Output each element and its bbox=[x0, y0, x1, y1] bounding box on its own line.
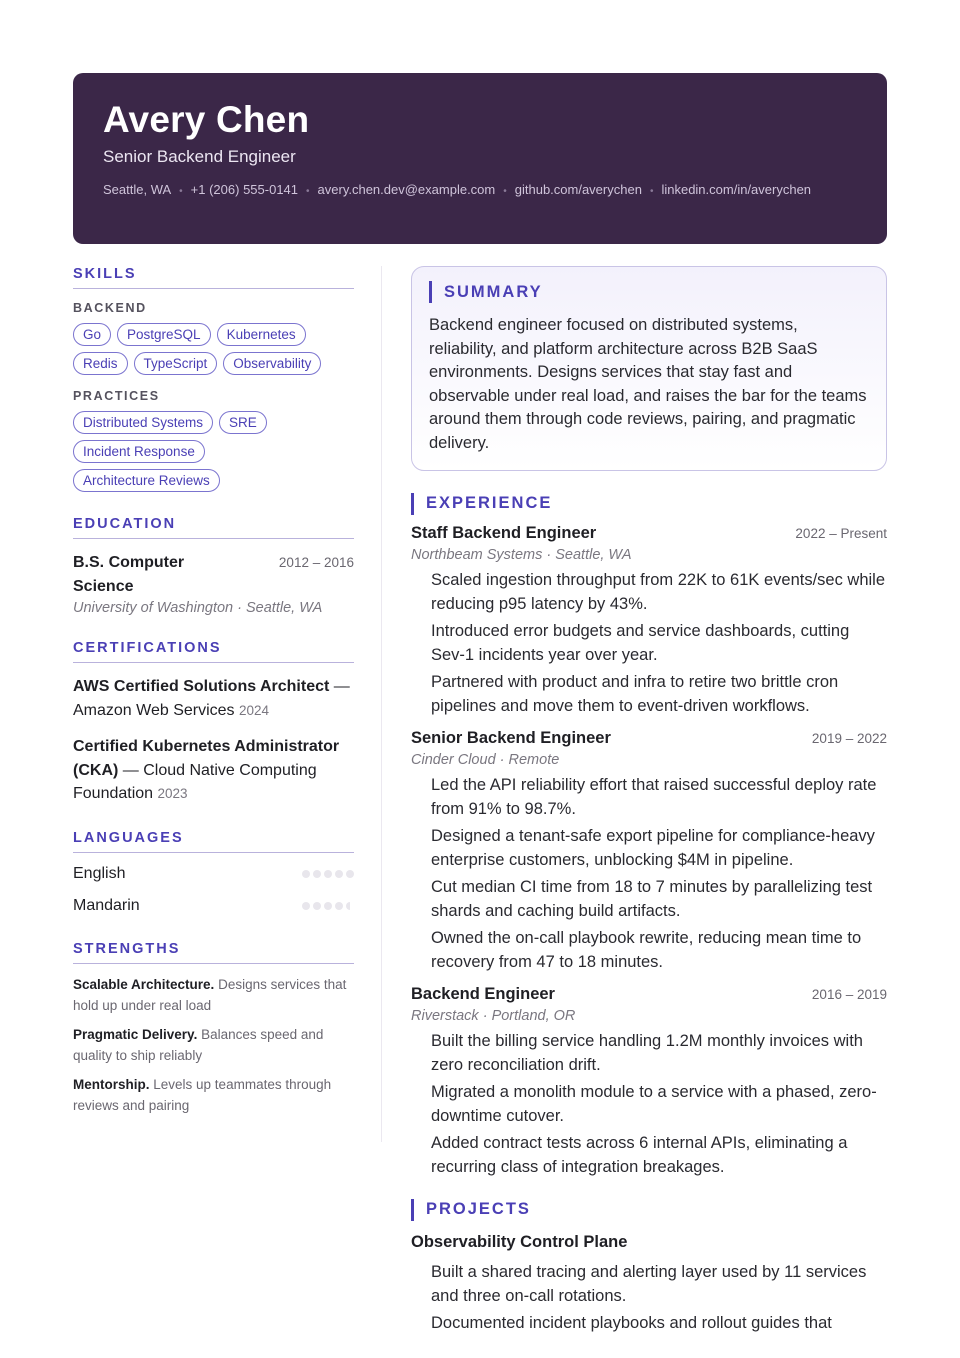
contact-github[interactable]: github.com/averychen bbox=[514, 182, 642, 197]
proficiency-dot bbox=[324, 902, 332, 910]
strength-name: Mentorship. bbox=[73, 1076, 150, 1092]
proficiency-dot bbox=[313, 870, 321, 878]
degree: B.S. Computer Science bbox=[73, 554, 185, 595]
bullet-item: Scaled ingestion throughput from 22K to 61K events/sec while reducing p95 latency by 43%. bbox=[431, 570, 886, 613]
strength-item bbox=[73, 1024, 354, 1066]
bullet-item: Led the API reliability effort that raised successful deploy rate from 91% to 98.7%. bbox=[431, 775, 877, 818]
contact-separator: • bbox=[649, 186, 654, 197]
accent-bar bbox=[429, 281, 432, 303]
accent-bar bbox=[411, 493, 414, 515]
project-title: Observability Control Plane bbox=[411, 1232, 628, 1251]
job-bullets bbox=[411, 1029, 887, 1179]
proficiency-dot bbox=[346, 870, 354, 878]
job-company: Northbeam Systems · Seattle, WA bbox=[411, 546, 632, 563]
strength-desc: Balances speed and quality to ship reliably bbox=[73, 1026, 324, 1063]
contact-phone: +1 (206) 555-0141 bbox=[190, 182, 299, 197]
bullet-item: Partnered with product and infra to retire two brittle cron pipelines and move them to event-driven workflows. bbox=[431, 672, 839, 715]
job-entry bbox=[411, 524, 887, 718]
skill-chip: TypeScript bbox=[134, 352, 218, 375]
proficiency-dots bbox=[302, 870, 354, 878]
candidate-role: Senior Backend Engineer bbox=[103, 147, 296, 166]
strength-desc: Designs services that hold up under real load bbox=[73, 976, 347, 1013]
skill-chip: Redis bbox=[73, 352, 128, 375]
education-heading: EDUCATION bbox=[73, 516, 354, 539]
experience-heading-label: EXPERIENCE bbox=[426, 494, 553, 513]
experience-section bbox=[411, 493, 887, 1179]
bullet-item: Migrated a monolith module to a service with a phased, zero-downtime cutover. bbox=[431, 1082, 877, 1125]
certification-item bbox=[73, 735, 354, 806]
projects-heading bbox=[411, 1199, 887, 1221]
cert-name: AWS Certified Solutions Architect bbox=[73, 678, 330, 695]
skill-chip: Observability bbox=[223, 352, 321, 375]
language-name: Mandarin bbox=[73, 896, 140, 914]
language-name: English bbox=[73, 864, 126, 882]
contact-location: Seattle, WA bbox=[103, 182, 172, 197]
projects-section bbox=[411, 1199, 887, 1335]
contact-email[interactable]: avery.chen.dev@example.com bbox=[317, 182, 496, 197]
proficiency-dot bbox=[346, 902, 354, 910]
cert-year: 2024 bbox=[239, 702, 270, 718]
skill-chip: Architecture Reviews bbox=[73, 469, 220, 492]
proficiency-dot bbox=[324, 870, 332, 878]
job-dates: 2019 – 2022 bbox=[811, 730, 887, 746]
backend-subheading: BACKEND bbox=[73, 301, 147, 315]
strength-item bbox=[73, 974, 354, 1016]
job-bullets bbox=[411, 773, 887, 974]
job-title: Staff Backend Engineer bbox=[411, 523, 597, 542]
job-title: Senior Backend Engineer bbox=[411, 728, 611, 747]
bullet-item: Built the billing service handling 1.2M monthly invoices with zero reconciliation drift. bbox=[431, 1031, 863, 1074]
skill-chip: Incident Response bbox=[73, 440, 205, 463]
job-bullets bbox=[411, 568, 887, 718]
strength-name: Pragmatic Delivery. bbox=[73, 1026, 198, 1042]
bullet-item: Added contract tests across 6 internal APIs, eliminating a recurring class of integration breakages. bbox=[431, 1133, 848, 1176]
summary-text: Backend engineer focused on distributed systems, reliability, and platform architecture across B2B SaaS environments. Designs services that stay fast and observable under real load, and raises the bar for the teams around them through code reviews, pairing, and pragmatic delivery. bbox=[429, 316, 867, 452]
bullet-item: Designed a tenant-safe export pipeline for compliance-heavy enterprise customers, unblocking $4M in pipeline. bbox=[431, 826, 875, 869]
education-entry bbox=[73, 551, 354, 616]
strengths-heading: STRENGTHS bbox=[73, 941, 354, 964]
language-row bbox=[73, 863, 354, 885]
proficiency-dots bbox=[302, 902, 354, 910]
school: University of Washington · Seattle, WA bbox=[73, 600, 323, 616]
projects-heading-label: PROJECTS bbox=[426, 1200, 531, 1219]
bullet-item: Introduced error budgets and service dashboards, cutting Sev-1 incidents year over year. bbox=[431, 621, 850, 664]
project-bullets bbox=[411, 1260, 887, 1335]
bullet-item: Built a shared tracing and alerting layer used by 11 services and three on-call rotations. bbox=[431, 1262, 867, 1305]
job-company: Cinder Cloud · Remote bbox=[411, 751, 560, 768]
practices-subheading: PRACTICES bbox=[73, 389, 160, 403]
education-years: 2012 – 2016 bbox=[278, 555, 354, 570]
cert-issuer: — Cloud Native Computing Foundation bbox=[73, 761, 317, 802]
bullet-item: Cut median CI time from 18 to 7 minutes by parallelizing test shards and caching build artifacts. bbox=[431, 877, 873, 920]
job-entry bbox=[411, 729, 887, 974]
certification-item bbox=[73, 675, 354, 722]
practices-skill-chips bbox=[73, 411, 343, 492]
job-company: Riverstack · Portland, OR bbox=[411, 1007, 576, 1024]
contact-line bbox=[103, 180, 812, 202]
summary-card bbox=[411, 266, 887, 471]
proficiency-dot bbox=[302, 870, 310, 878]
proficiency-dot bbox=[313, 902, 321, 910]
job-dates: 2016 – 2019 bbox=[811, 986, 887, 1002]
summary-heading bbox=[429, 281, 869, 303]
resume-header bbox=[73, 73, 887, 244]
candidate-name: Avery Chen bbox=[103, 99, 310, 140]
contact-separator: • bbox=[179, 186, 183, 197]
bullet-item: Owned the on-call playbook rewrite, reducing mean time to recovery from 47 to 18 minutes. bbox=[431, 928, 862, 971]
summary-heading-label: SUMMARY bbox=[444, 282, 543, 301]
skills-heading: SKILLS bbox=[73, 266, 354, 289]
job-dates: 2022 – Present bbox=[795, 525, 887, 541]
cert-issuer: — Amazon Web Services bbox=[73, 678, 350, 719]
proficiency-dot bbox=[335, 902, 343, 910]
language-row bbox=[73, 895, 354, 917]
contact-separator: • bbox=[306, 186, 310, 197]
job-title: Backend Engineer bbox=[411, 984, 555, 1003]
cert-year: 2023 bbox=[157, 786, 188, 801]
right-column bbox=[411, 266, 887, 1338]
cert-name: Certified Kubernetes Administrator (CKA) bbox=[73, 738, 340, 779]
strength-name: Scalable Architecture. bbox=[73, 976, 215, 992]
strength-desc: Levels up teammates through reviews and pairing bbox=[73, 1076, 332, 1113]
contact-separator: • bbox=[503, 186, 507, 197]
skill-chip: SRE bbox=[219, 411, 267, 434]
certifications-heading: CERTIFICATIONS bbox=[73, 640, 354, 663]
skill-chip: Kubernetes bbox=[217, 323, 306, 346]
left-column bbox=[73, 266, 354, 1116]
accent-bar bbox=[411, 1199, 414, 1221]
skill-chip: Distributed Systems bbox=[73, 411, 213, 434]
job-entry bbox=[411, 985, 887, 1179]
backend-skill-chips bbox=[73, 323, 343, 375]
proficiency-dot bbox=[302, 902, 310, 910]
strength-item bbox=[73, 1074, 354, 1116]
skill-chip: Go bbox=[73, 323, 111, 346]
column-divider bbox=[381, 266, 382, 1142]
contact-linkedin[interactable]: linkedin.com/in/averychen bbox=[661, 182, 812, 197]
proficiency-dot bbox=[335, 870, 343, 878]
skill-chip: PostgreSQL bbox=[117, 323, 211, 346]
bullet-item: Documented incident playbooks and rollout guides that bbox=[431, 1313, 832, 1332]
languages-heading: LANGUAGES bbox=[73, 830, 354, 853]
experience-heading bbox=[411, 493, 887, 515]
